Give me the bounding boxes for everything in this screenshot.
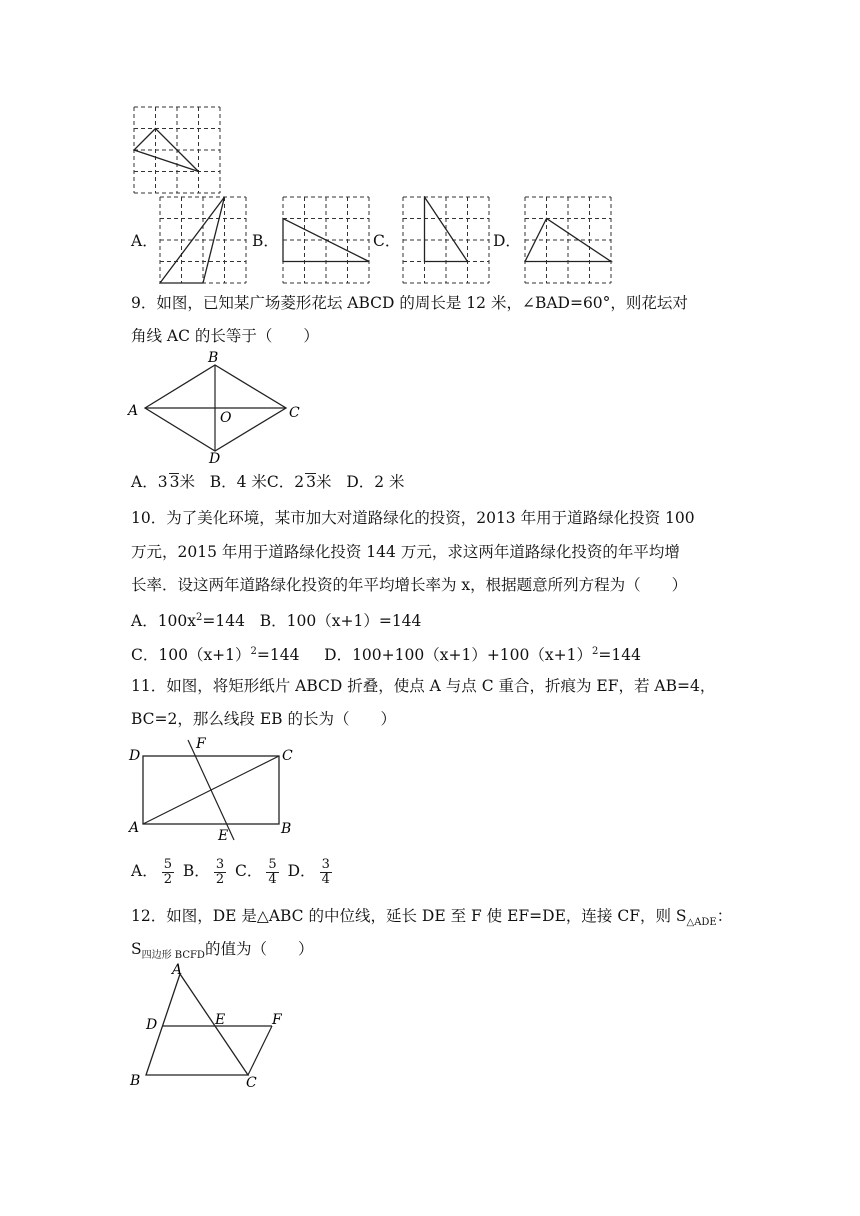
q11-label-c: C <box>282 748 293 764</box>
q10-option-b[interactable]: B．100（x+1）=144 <box>259 612 422 631</box>
q11-rectangle-figure <box>126 736 306 846</box>
q9-text-line-1: 9．如图，已知某广场菱形花坛 ABCD 的周长是 12 米，∠BAD=60°，则花坛对 <box>131 294 688 312</box>
q9-label-b: B <box>208 350 219 366</box>
q9-rhombus-figure <box>126 350 306 465</box>
q10-option-c[interactable]: C．$100(x+1)^2=144$ <box>131 646 300 665</box>
q10-text-line-2: 万元，2015 年用于道路绿化投资 144 万元，求这两年道路绿化投资的年平均增 <box>131 543 680 561</box>
q8-option-c-label: C． <box>373 232 401 250</box>
q8-option-a-figure[interactable] <box>159 196 251 284</box>
q11-label-a: A <box>129 820 140 836</box>
q9-label-a: A <box>128 403 139 419</box>
q9-option-d[interactable]: D．2 米 <box>346 473 405 491</box>
q11-options <box>131 854 336 888</box>
q11-option-d[interactable]: D． $\frac{3}{4}$ <box>287 856 330 887</box>
q9-option-b[interactable]: B．4 米 <box>209 473 267 491</box>
q11-option-c[interactable]: C． $\frac{5}{4}$ <box>235 856 277 887</box>
q11-text-line-2: BC=2，那么线段 EB 的长为（ ） <box>131 710 396 728</box>
q8-option-a-label: A． <box>131 232 158 250</box>
q9-label-d: D <box>209 451 221 465</box>
q12-label-b: B <box>130 1073 141 1089</box>
q12-label-c: C <box>246 1075 257 1090</box>
q12-label-a: A <box>172 962 183 978</box>
q11-label-e: E <box>218 828 229 844</box>
q8-option-b-figure[interactable] <box>282 196 372 284</box>
q12-label-e: E <box>215 1012 226 1028</box>
q8-option-b-label: B． <box>252 232 279 250</box>
q12-text-line-2: $S_{四边形 BCFD}$的值为（ ） <box>131 940 314 962</box>
q9-text-line-2: 角线 AC 的长等于（ ） <box>131 327 319 345</box>
q10-option-a[interactable]: A．$100x^2=144$ <box>131 612 245 631</box>
q11-option-a[interactable]: A． $\frac{5}{2}$ <box>131 856 172 887</box>
q12-label-f: F <box>272 1012 282 1028</box>
q11-label-d: D <box>129 748 141 764</box>
q12-text-line-1: 12．如图，DE 是△ABC 的中位线，延长 DE 至 F 使 EF=DE，连接 CF，则 $S_{\triangle ADE}$： <box>131 907 733 929</box>
q8-option-d-label: D． <box>493 232 521 250</box>
q9-options <box>131 472 405 492</box>
q10-options-row-1 <box>131 608 421 631</box>
q9-label-o: O <box>220 410 232 426</box>
q11-label-f: F <box>196 736 206 752</box>
q10-text-line-1: 10．为了美化环境，某市加大对道路绿化的投资，2013 年用于道路绿化投资 100 <box>131 509 695 527</box>
q10-option-d[interactable]: D．$100+100(x+1)+100(x+1)^2=144$ <box>324 646 641 665</box>
q9-option-a[interactable]: A．3 3米 <box>131 473 195 491</box>
q11-option-b[interactable]: B． $\frac{3}{2}$ <box>182 856 225 887</box>
q8-option-c-figure[interactable] <box>402 196 492 284</box>
q11-label-b: B <box>281 821 292 837</box>
q8-option-d-figure[interactable] <box>524 196 614 284</box>
q10-options-row-2 <box>131 642 641 665</box>
q8-reference-grid-figure <box>133 106 223 194</box>
q9-label-c: C <box>289 405 300 421</box>
q12-label-d: D <box>146 1017 158 1033</box>
q10-text-line-3: 长率．设这两年道路绿化投资的年平均增长率为 x，根据题意所列方程为（ ） <box>131 576 688 594</box>
q9-option-c[interactable]: C．2 3米 <box>266 473 332 491</box>
q11-text-line-1: 11．如图，将矩形纸片 ABCD 折叠，使点 A 与点 C 重合，折痕为 EF，若 AB=4， <box>131 677 716 695</box>
q12-triangle-figure <box>126 960 306 1090</box>
